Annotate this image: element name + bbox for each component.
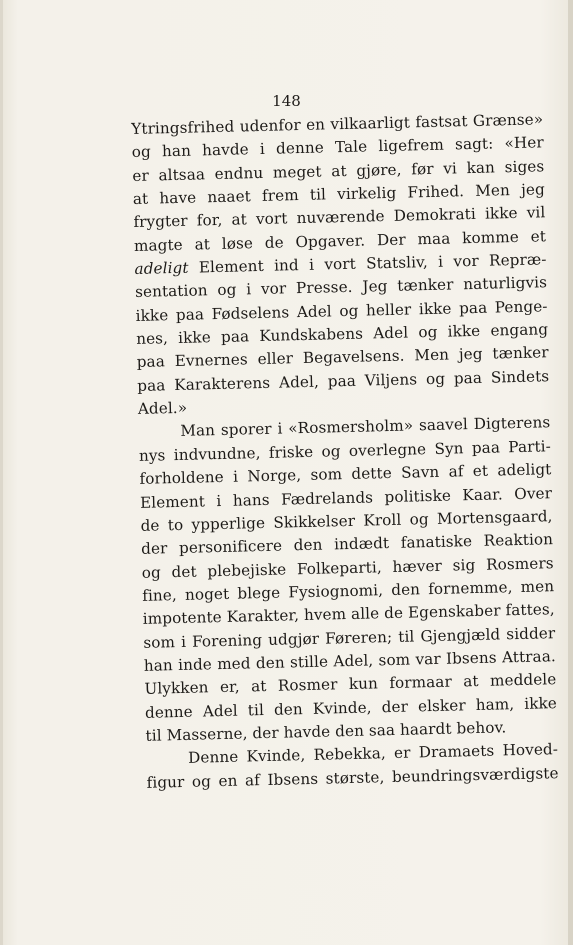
page-number: 148: [272, 92, 301, 110]
text-line: frygter for, at vort nuværende Demokrati ikke vil: [133, 203, 546, 232]
text-line: Ytringsfrihed udenfor en vilkaarligt fastsat Grænse»: [131, 110, 544, 138]
text-line: fine, noget blege Fysiognomi, den fornemme, men: [142, 577, 555, 605]
paragraph-2: [138, 412, 558, 748]
scan-edge-left: [0, 0, 3, 945]
body-text: [131, 108, 559, 794]
text-line: Ulykken er, at Rosmer kun formaar at meddele: [144, 670, 557, 699]
text-line: denne Adel til den Kvinde, der elsker ham, ikke: [144, 693, 558, 722]
text-line: Denne Kvinde, Rebekka, er Dramaets Hoved-: [187, 740, 559, 768]
text-line: paa Evnernes eller Begavelsens. Men jeg tænker: [136, 343, 549, 372]
text-line: figur og en af Ibsens største, beundringsværdigste: [146, 763, 559, 792]
text-line: som i Forening udgjør Føreren; til Gjengjæld sidder: [143, 623, 556, 652]
text-line: magte at løse de Opgaver. Der maa komme et: [133, 226, 547, 255]
text-line: nys indvundne, friske og overlegne Syn paa Parti-: [138, 437, 552, 465]
text-line: til Masserne, der havde den saa haardt behov.: [145, 718, 507, 745]
text-line: og det plebejiske Folkeparti, hæver sig Rosmers: [141, 553, 554, 582]
paragraph-3: [146, 738, 559, 794]
text-line: han inde med den stille Adel, som var Ibsens Attraa.: [143, 647, 557, 675]
text-line: at have naaet frem til virkelig Frihed. Men jeg: [132, 180, 546, 209]
text-line: paa Karakterens Adel, paa Viljens og paa Sindets: [137, 367, 550, 395]
text-line: nes, ikke paa Kundskabens Adel og ikke engang: [135, 320, 549, 349]
text-line: adeligt Element ind i vort Statsliv, i vor Repræ-: [134, 250, 547, 279]
text-line: forholdene i Norge, som dette Savn af et adeligt: [139, 460, 552, 489]
paragraph-1: [131, 108, 550, 421]
text-line: de to ypperlige Skikkelser Kroll og Mortensgaard,: [140, 507, 553, 535]
emphasized-word: adeligt: [134, 258, 189, 279]
text-line: Adel.»: [137, 398, 188, 419]
text-line: impotente Karakter, hvem alle de Egenskaber fattes,: [142, 600, 555, 629]
text-line: og han havde i denne Tale ligefrem sagt: «Her: [131, 133, 544, 162]
text-line: Man sporer i «Rosmersholm» saavel Digterens: [180, 413, 551, 441]
text-line: sentation og i vor Presse. Jeg tænker naturligvis: [134, 273, 548, 302]
text-line: Element i hans Fædrelands politiske Kaar. Over: [139, 483, 553, 512]
text-line: ikke paa Fødselens Adel og heller ikke paa Penge-: [135, 296, 548, 325]
text-line: er altsaa endnu meget at gjøre, før vi kan siges: [132, 156, 545, 185]
text-line: der personificere den indædt fanatiske Reaktion: [140, 530, 554, 559]
scan-edge-right: [568, 0, 573, 945]
